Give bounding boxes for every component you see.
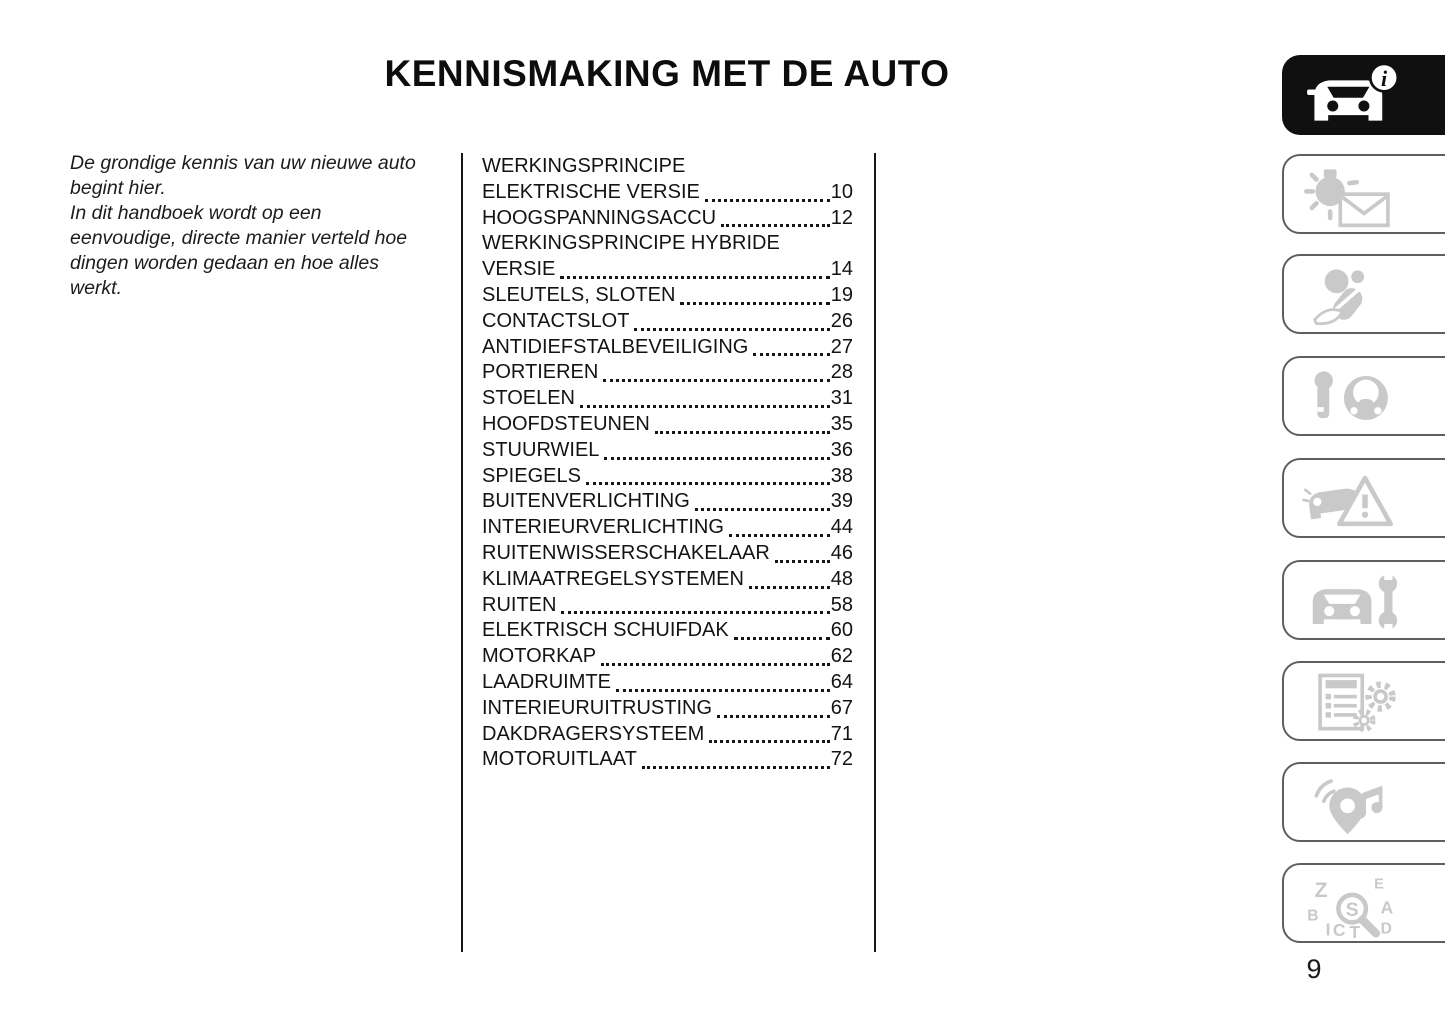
toc-entry-page: 60 <box>830 619 853 642</box>
toc-entry-page: 71 <box>830 722 853 745</box>
toc-entry-label: STUURWIEL <box>482 438 600 461</box>
toc-entry-page: 38 <box>830 464 853 487</box>
airbag-seatbelt-icon <box>1298 263 1410 329</box>
toc-dot-leader <box>753 353 829 356</box>
page-number: 9 <box>1306 954 1322 984</box>
toc-entry-label: STOELEN <box>482 387 575 410</box>
toc-entry-page: 19 <box>830 283 853 306</box>
toc-entry[interactable] <box>482 231 853 257</box>
toc-entry[interactable] <box>482 567 853 593</box>
toc-dot-leader <box>709 740 829 743</box>
toc-entry[interactable] <box>482 541 853 567</box>
intro-text <box>70 151 460 301</box>
svg-text:S: S <box>1345 900 1359 921</box>
toc-entry-page: 67 <box>830 696 853 719</box>
tab-instrument-panel[interactable] <box>1282 154 1445 234</box>
intro-line: In dit handboek wordt op een <box>70 202 322 224</box>
toc-entry[interactable] <box>482 309 853 335</box>
intro-line: dingen worden gedaan en hoe alles <box>70 252 380 274</box>
toc-entry[interactable] <box>482 464 853 490</box>
tab-index[interactable] <box>1282 863 1445 943</box>
svg-text:i: i <box>1381 65 1388 91</box>
toc-entry-page: 31 <box>830 387 853 410</box>
intro-line: De grondige kennis van uw nieuwe auto <box>70 152 416 174</box>
toc-dot-leader <box>775 560 830 563</box>
toc-entry-page: 36 <box>830 438 853 461</box>
toc-entry[interactable] <box>482 670 853 696</box>
music-location-icon <box>1298 771 1410 837</box>
toc-dot-leader <box>616 689 830 692</box>
toc-entry-label: ANTIDIEFSTALBEVEILIGING <box>482 335 749 358</box>
toc-dot-leader <box>705 199 830 202</box>
spec-sheet-gears-icon <box>1298 670 1410 736</box>
tab-introduction[interactable] <box>1282 55 1445 135</box>
toc-entry-label: HOOGSPANNINGSACCU <box>482 206 717 229</box>
intro-line: begint hier. <box>70 177 166 199</box>
toc-dot-leader <box>634 328 829 331</box>
toc-entry-page: 35 <box>830 412 853 435</box>
toc-entry-label: RUITEN <box>482 593 557 616</box>
svg-text:A: A <box>1380 897 1394 918</box>
toc-entry-label: SLEUTELS, SLOTEN <box>482 283 676 306</box>
toc-entry[interactable] <box>482 489 853 515</box>
tab-emergency[interactable] <box>1282 458 1445 538</box>
toc-entry-label: MOTORKAP <box>482 645 597 668</box>
toc-entry-page: 58 <box>830 593 853 616</box>
toc-entry-page: 26 <box>830 309 853 332</box>
toc-entry-page: 64 <box>830 670 853 693</box>
toc-entry[interactable] <box>482 360 853 386</box>
intro-line: werkt. <box>70 277 123 299</box>
toc-entry[interactable] <box>482 722 853 748</box>
toc-entry-label: HOOFDSTEUNEN <box>482 412 650 435</box>
toc-dot-leader <box>729 534 830 537</box>
toc-dot-leader <box>655 431 830 434</box>
svg-text:I: I <box>1325 919 1331 938</box>
toc-dot-leader <box>680 302 829 305</box>
toc-dot-leader <box>603 379 829 382</box>
toc-entry-label: RUITENWISSERSCHAKELAAR <box>482 541 770 564</box>
page-title: KENNISMAKING MET DE AUTO <box>384 53 950 94</box>
toc-entry[interactable] <box>482 154 853 180</box>
toc-entry-label: VERSIE <box>482 258 556 281</box>
toc-dot-leader <box>586 482 830 485</box>
toc-dot-leader <box>695 508 830 511</box>
toc-entry[interactable] <box>482 644 853 670</box>
toc-entry-page: 12 <box>830 206 853 229</box>
toc-entry-label: KLIMAATREGELSYSTEMEN <box>482 567 744 590</box>
key-steering-wheel-icon <box>1298 365 1410 431</box>
toc-entry-label: LAADRUIMTE <box>482 670 611 693</box>
toc-entry[interactable] <box>482 618 853 644</box>
toc-entry-label: ELEKTRISCH SCHUIFDAK <box>482 619 729 642</box>
toc-entry[interactable] <box>482 515 853 541</box>
toc-dot-leader <box>560 276 829 279</box>
svg-text:T: T <box>1349 922 1361 938</box>
alphabet-search-icon <box>1298 872 1410 938</box>
tab-safety[interactable] <box>1282 254 1445 334</box>
svg-text:D: D <box>1380 920 1392 938</box>
toc-dot-leader <box>734 637 830 640</box>
toc-dot-leader <box>561 611 829 614</box>
toc-entry[interactable] <box>482 335 853 361</box>
car-info-icon <box>1296 62 1408 128</box>
toc-dot-leader <box>721 224 830 227</box>
toc-entry-label: SPIEGELS <box>482 464 581 487</box>
toc-entry-page: 62 <box>830 645 853 668</box>
toc-entry[interactable] <box>482 206 853 232</box>
svg-text:E: E <box>1374 876 1384 893</box>
toc-entry-label: ELEKTRISCHE VERSIE <box>482 180 700 203</box>
tab-starting-driving[interactable] <box>1282 356 1445 436</box>
toc-entry-page: 27 <box>830 335 853 358</box>
car-warning-triangle-icon <box>1298 467 1410 533</box>
tab-technical-data[interactable] <box>1282 661 1445 741</box>
svg-text:Z: Z <box>1314 878 1328 902</box>
toc-entry-label: WERKINGSPRINCIPE <box>482 155 686 177</box>
toc-entry-page: 10 <box>830 180 853 203</box>
svg-text:B: B <box>1307 907 1319 925</box>
svg-text:C: C <box>1332 920 1346 938</box>
toc-entry-label: CONTACTSLOT <box>482 309 630 332</box>
toc-entry-page: 28 <box>830 361 853 384</box>
toc-entry-page: 44 <box>830 516 853 539</box>
toc-dot-leader <box>642 766 830 769</box>
toc-entry[interactable] <box>482 412 853 438</box>
toc-entry-label: MOTORUITLAAT <box>482 748 637 771</box>
toc-entry-page: 48 <box>830 567 853 590</box>
toc-entry-label: WERKINGSPRINCIPE HYBRIDE <box>482 232 780 255</box>
toc-entry-label: INTERIEURVERLICHTING <box>482 516 724 539</box>
toc-entry-page: 14 <box>830 258 853 281</box>
warning-light-mail-icon <box>1298 163 1410 229</box>
toc-entry-label: INTERIEURUITRUSTING <box>482 696 712 719</box>
toc-entry[interactable] <box>482 747 853 773</box>
tab-multimedia[interactable] <box>1282 762 1445 842</box>
toc-entry[interactable] <box>482 257 853 283</box>
toc-entry[interactable] <box>482 180 853 206</box>
toc-entry-label: PORTIEREN <box>482 361 599 384</box>
toc-dot-leader <box>601 663 830 666</box>
toc-entry-label: BUITENVERLICHTING <box>482 490 690 513</box>
toc-entry[interactable] <box>482 696 853 722</box>
toc-entry[interactable] <box>482 283 853 309</box>
table-of-contents <box>461 153 876 952</box>
intro-line: eenvoudige, directe manier verteld hoe <box>70 227 408 249</box>
toc-entry-label: DAKDRAGERSYSTEEM <box>482 722 705 745</box>
toc-entry-page: 46 <box>830 541 853 564</box>
toc-dot-leader <box>580 405 830 408</box>
toc-entry-page: 39 <box>830 490 853 513</box>
toc-dot-leader <box>604 457 829 460</box>
toc-dot-leader <box>717 715 830 718</box>
toc-entry[interactable] <box>482 438 853 464</box>
toc-entry-page: 72 <box>830 748 853 771</box>
toc-entry[interactable] <box>482 593 853 619</box>
car-wrench-icon <box>1298 569 1410 635</box>
tab-maintenance[interactable] <box>1282 560 1445 640</box>
toc-entry[interactable] <box>482 386 853 412</box>
toc-dot-leader <box>749 586 830 589</box>
